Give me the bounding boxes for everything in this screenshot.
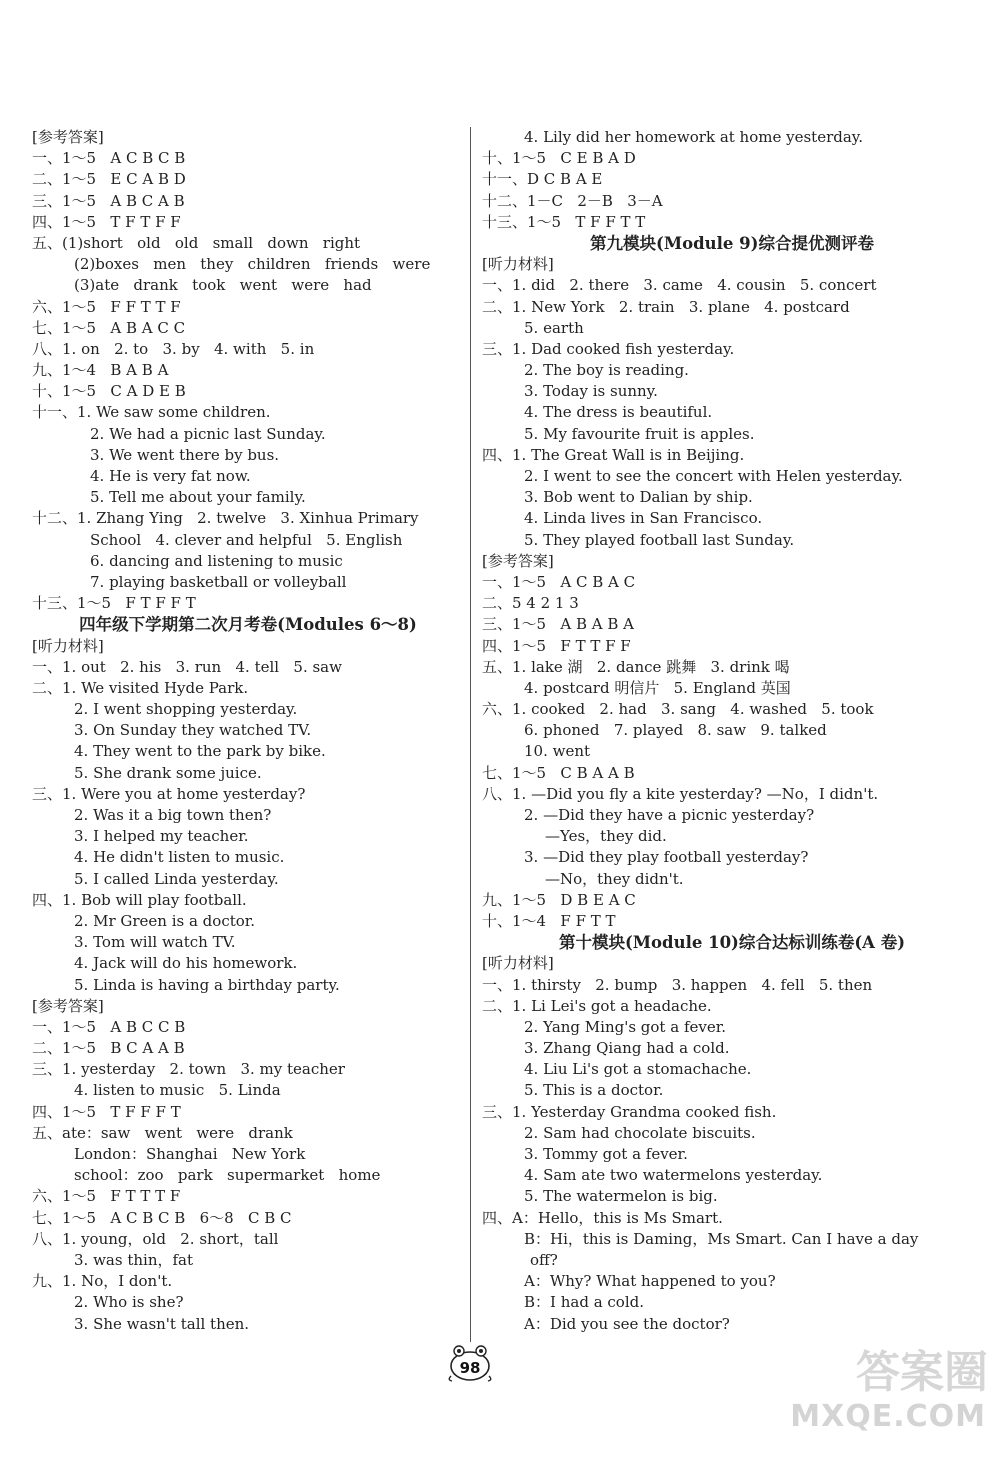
left-line: 3. We went there by bus. — [90, 445, 280, 464]
left-line: 6. dancing and listening to music — [90, 551, 343, 570]
left-line: 3. I helped my teacher. — [74, 827, 249, 846]
right-line: 八、1. —Did you fly a kite yesterday? —No，I didn't. — [482, 784, 879, 803]
left-column — [32, 127, 464, 1335]
left-line: 九、1～4 B A B A — [32, 361, 169, 380]
right-line: 2. I went to see the concert with Helen yesterday. — [524, 467, 903, 485]
right-line: 2. —Did they have a picnic yesterday? — [524, 806, 815, 824]
right-line: A：Did you see the doctor? — [524, 1314, 730, 1333]
left-section-title: 四年级下学期第二次月考卷(Modules 6～8) — [79, 615, 417, 635]
left-line: 2. I went shopping yesterday. — [74, 700, 298, 719]
left-line: 十三、1～5 F T F F T — [32, 594, 196, 613]
left-line: 3. On Sunday they watched TV. — [74, 721, 312, 740]
left-line: 3. Tom will watch TV. — [74, 933, 236, 952]
left-line: 五、(1)short old old small down right — [32, 233, 361, 252]
right-line: A：Why? What happened to you? — [524, 1272, 776, 1291]
left-line: 5. I called Linda yesterday. — [74, 869, 279, 888]
right-line: 5. earth — [524, 318, 584, 337]
right-line: 三、1～5 A B A B A — [482, 615, 635, 634]
right-line: 九、1～5 D B E A C — [482, 890, 636, 909]
right-line: 二、1. Li Lei's got a headache. — [482, 996, 712, 1015]
right-line: 一、1～5 A C B A C — [482, 572, 636, 591]
right-line: 6. phoned 7. played 8. saw 9. talked — [524, 721, 827, 740]
right-line: 二、5 4 2 1 3 — [482, 594, 579, 613]
left-line: 一、1. out 2. his 3. run 4. tell 5. saw — [32, 657, 342, 676]
right-line: 六、1. cooked 2. had 3. sang 4. washed 5. took — [482, 700, 874, 719]
right-line: 五、1. lake 湖 2. dance 跳舞 3. drink 喝 — [482, 657, 790, 676]
left-line: 四、1～5 T F F F T — [32, 1102, 181, 1121]
right-line: 4. postcard 明信片 5. England 英国 — [524, 678, 791, 697]
left-line: 一、1～5 A B C C B — [32, 1017, 186, 1036]
right-line: 三、1. Dad cooked fish yesterday. — [482, 339, 735, 358]
right-line: 2. Sam had chocolate biscuits. — [524, 1123, 756, 1142]
left-line: 六、1～5 F T T T F — [32, 1187, 181, 1206]
right-line: 十一、D C B A E — [482, 170, 603, 189]
right-line: 十二、1－C 2－B 3－A — [482, 191, 663, 210]
right-column — [482, 127, 982, 1335]
right-line: 3. Bob went to Dalian by ship. — [524, 488, 753, 507]
right-line: 3. Tommy got a fever. — [524, 1145, 688, 1163]
left-line: [参考答案] — [32, 996, 104, 1015]
page-number: 98 — [459, 1359, 481, 1377]
right-line: 4. Lily did her homework at home yesterday. — [524, 128, 864, 146]
right-line: 3. Zhang Qiang had a cold. — [524, 1039, 730, 1058]
right-line: 3. —Did they play football yesterday? — [524, 848, 809, 867]
left-line: 4. He is very fat now. — [90, 467, 251, 485]
left-line: 二、1. We visited Hyde Park. — [32, 678, 249, 697]
left-line: 2. Was it a big town then? — [74, 806, 272, 824]
right-line: 四、1～5 F T T F F — [482, 636, 631, 655]
left-line: 四、1～5 T F T F F — [32, 212, 181, 231]
right-line: 4. The dress is beautiful. — [524, 403, 713, 422]
left-line: 六、1～5 F F T T F — [32, 297, 181, 316]
right-line: 十三、1～5 T F F T T — [482, 212, 646, 231]
frog-icon — [446, 1342, 494, 1382]
left-line: 八、1. on 2. to 3. by 4. with 5. in — [32, 339, 315, 358]
right-line: 四、1. The Great Wall is in Beijing. — [482, 445, 745, 464]
left-line: 三、1. yesterday 2. town 3. my teacher — [32, 1060, 345, 1079]
left-line: 3. was thin，fat — [74, 1250, 193, 1269]
right-line: [听力材料] — [482, 954, 554, 973]
left-line: 4. listen to music 5. Linda — [74, 1081, 281, 1100]
left-line: 三、1～5 A B C A B — [32, 191, 185, 210]
right-line: 2. Yang Ming's got a fever. — [524, 1017, 727, 1036]
left-line: 7. playing basketball or volleyball — [90, 572, 347, 591]
right-line: 5. My favourite fruit is apples. — [524, 424, 755, 443]
left-line: 七、1～5 A B A C C — [32, 318, 186, 337]
right-line: 一、1. thirsty 2. bump 3. happen 4. fell 5. then — [482, 975, 873, 994]
left-line: (3)ate drank took went were had — [74, 276, 372, 295]
page-number-badge — [446, 1342, 494, 1382]
left-line: School 4. clever and helpful 5. English — [90, 530, 403, 549]
left-line: 二、1～5 E C A B D — [32, 170, 186, 189]
left-line: [参考答案] — [32, 128, 104, 146]
left-line: 4. He didn't listen to music. — [74, 848, 285, 867]
left-line: 2. Who is she? — [74, 1293, 184, 1312]
column-divider — [470, 127, 471, 1342]
right-line: —No，they didn't. — [545, 869, 684, 888]
left-line: 3. She wasn't tall then. — [74, 1314, 250, 1333]
left-line: 九、1. No，I don't. — [32, 1272, 173, 1291]
left-line: 一、1～5 A C B C B — [32, 149, 186, 168]
right-line: off? — [530, 1250, 558, 1269]
left-line: 四、1. Bob will play football. — [32, 890, 247, 909]
left-line: (2)boxes men they children friends were — [74, 255, 431, 274]
left-line: [听力材料] — [32, 636, 104, 655]
right-line: [听力材料] — [482, 255, 554, 274]
left-line: 5. Linda is having a birthday party. — [74, 975, 340, 994]
right-line: 4. Sam ate two watermelons yesterday. — [524, 1166, 823, 1185]
right-line: 5. This is a doctor. — [524, 1081, 664, 1100]
left-line: 十、1～5 C A D E B — [32, 382, 186, 401]
left-line: 八、1. young，old 2. short，tall — [32, 1229, 279, 1248]
right-line: —Yes，they did. — [545, 827, 667, 846]
watermark-logo: 答案圈 — [856, 1347, 988, 1398]
right-line: 3. Today is sunny. — [524, 382, 658, 401]
left-line: 2. We had a picnic last Sunday. — [90, 424, 326, 443]
left-line: 十二、1. Zhang Ying 2. twelve 3. Xinhua Primary — [32, 509, 419, 528]
left-line: 5. Tell me about your family. — [90, 488, 306, 507]
right-line: 4. Linda lives in San Francisco. — [524, 509, 763, 528]
right-line: 2. The boy is reading. — [524, 361, 689, 380]
right-line: 一、1. did 2. there 3. came 4. cousin 5. concert — [482, 276, 877, 295]
left-line: 十一、1. We saw some children. — [32, 403, 271, 422]
left-line: 二、1～5 B C A A B — [32, 1039, 185, 1058]
right-line: B：Hi，this is Daming，Ms Smart. Can I have a day — [524, 1229, 919, 1248]
left-line: London：Shanghai New York — [74, 1145, 306, 1163]
left-line: 4. Jack will do his homework. — [74, 954, 298, 973]
left-line: 2. Mr Green is a doctor. — [74, 911, 256, 930]
right-line: B：I had a cold. — [524, 1293, 645, 1312]
left-line: 4. They went to the park by bike. — [74, 742, 326, 761]
right-line: 七、1～5 C B A A B — [482, 763, 635, 782]
right-section-title: 第九模块(Module 9)综合提优测评卷 — [590, 233, 874, 253]
right-line: 十、1～4 F F T T — [482, 911, 616, 930]
right-section-title: 第十模块(Module 10)综合达标训练卷(A 卷) — [558, 933, 906, 953]
right-line: 四、A：Hello，this is Ms Smart. — [482, 1208, 723, 1227]
left-line: 七、1～5 A C B C B 6～8 C B C — [32, 1208, 292, 1227]
right-line: 5. They played football last Sunday. — [524, 530, 795, 549]
right-line: 10. went — [524, 742, 591, 761]
right-line: 4. Liu Li's got a stomachache. — [524, 1060, 752, 1079]
left-line: school：zoo park supermarket home — [74, 1166, 381, 1185]
left-line: 5. She drank some juice. — [74, 763, 262, 782]
right-line: 十、1～5 C E B A D — [482, 149, 636, 168]
right-line: 三、1. Yesterday Grandma cooked fish. — [482, 1102, 777, 1121]
right-line: 二、1. New York 2. train 3. plane 4. postcard — [482, 297, 850, 316]
right-line: [参考答案] — [482, 551, 554, 570]
watermark-site: MXQE.COM — [790, 1399, 986, 1434]
left-line: 三、1. Were you at home yesterday? — [32, 784, 306, 803]
left-line: 五、ate：saw went were drank — [32, 1123, 293, 1142]
right-line: 5. The watermelon is big. — [524, 1187, 718, 1206]
